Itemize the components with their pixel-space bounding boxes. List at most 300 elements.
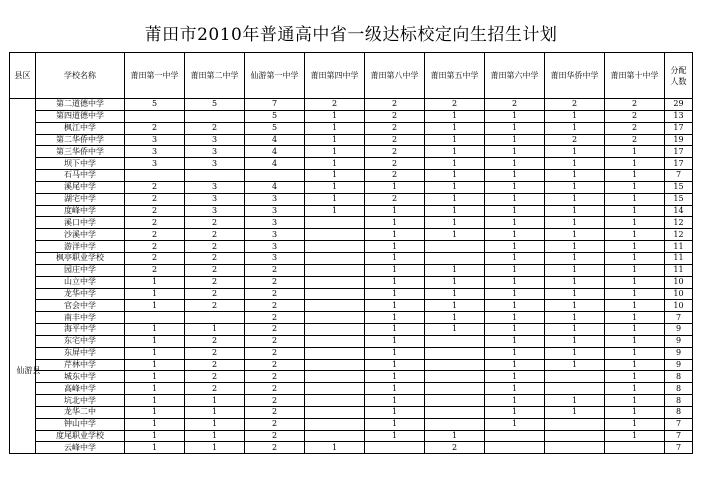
quota-cell: 1 <box>485 193 545 205</box>
quota-cell: 1 <box>365 347 425 359</box>
quota-cell <box>545 371 605 383</box>
quota-cell <box>125 312 185 324</box>
total-quota-cell: 9 <box>665 335 693 347</box>
table-row <box>10 371 693 383</box>
quota-cell <box>305 335 365 347</box>
quota-cell: 5 <box>245 110 305 122</box>
quota-cell <box>305 217 365 229</box>
quota-cell: 1 <box>365 264 425 276</box>
table-row <box>10 347 693 359</box>
county-cell <box>10 99 41 454</box>
quota-cell: 2 <box>185 347 245 359</box>
quota-cell <box>305 383 365 395</box>
quota-cell: 2 <box>185 371 245 383</box>
quota-cell: 5 <box>245 122 305 134</box>
quota-cell: 2 <box>185 252 245 264</box>
quota-cell: 1 <box>365 300 425 312</box>
school-name-cell: 东屏中学 <box>36 347 125 359</box>
quota-cell: 2 <box>245 430 305 442</box>
quota-cell: 1 <box>365 406 425 418</box>
quota-cell: 1 <box>605 205 665 217</box>
quota-cell: 2 <box>245 383 305 395</box>
quota-cell: 1 <box>605 241 665 253</box>
quota-cell: 1 <box>485 276 545 288</box>
quota-cell: 3 <box>185 146 245 158</box>
quota-cell <box>305 288 365 300</box>
school-name-cell: 度峰中学 <box>36 205 125 217</box>
quota-cell <box>545 418 605 430</box>
quota-cell <box>305 406 365 418</box>
quota-cell: 1 <box>425 300 485 312</box>
quota-cell <box>305 324 365 336</box>
quota-cell: 1 <box>485 158 545 170</box>
quota-cell: 1 <box>425 110 485 122</box>
quota-cell: 1 <box>305 193 365 205</box>
quota-cell: 1 <box>605 347 665 359</box>
quota-cell: 2 <box>245 406 305 418</box>
quota-cell: 2 <box>365 158 425 170</box>
quota-cell <box>305 276 365 288</box>
quota-cell: 3 <box>245 193 305 205</box>
quota-cell: 1 <box>485 347 545 359</box>
total-quota-cell: 7 <box>665 442 693 454</box>
quota-cell: 1 <box>605 324 665 336</box>
table-row <box>10 324 693 336</box>
quota-cell: 2 <box>125 217 185 229</box>
quota-cell: 1 <box>425 217 485 229</box>
quota-cell <box>485 442 545 454</box>
quota-cell: 2 <box>125 205 185 217</box>
quota-cell <box>425 252 485 264</box>
quota-cell: 1 <box>485 252 545 264</box>
quota-cell: 2 <box>365 146 425 158</box>
quota-cell: 1 <box>305 146 365 158</box>
table-row <box>10 312 693 324</box>
total-quota-cell: 12 <box>665 229 693 241</box>
table-row <box>10 181 693 193</box>
quota-cell: 1 <box>545 217 605 229</box>
school-name-cell: 湖宅中学 <box>36 193 125 205</box>
quota-cell: 1 <box>485 324 545 336</box>
quota-cell <box>545 442 605 454</box>
quota-cell: 2 <box>365 99 425 111</box>
quota-cell: 2 <box>185 122 245 134</box>
total-quota-cell: 13 <box>665 110 693 122</box>
school-name-cell: 坑北中学 <box>36 395 125 407</box>
quota-cell: 1 <box>545 229 605 241</box>
quota-cell: 2 <box>125 252 185 264</box>
quota-cell: 1 <box>545 193 605 205</box>
quota-cell: 1 <box>365 252 425 264</box>
school-name-cell: 石马中学 <box>36 170 125 182</box>
total-quota-cell: 11 <box>665 264 693 276</box>
quota-cell: 3 <box>245 217 305 229</box>
header-target-school: 莆田第二中学 <box>185 53 245 99</box>
header-quota <box>665 53 693 99</box>
quota-cell: 2 <box>545 134 605 146</box>
quota-cell: 1 <box>425 122 485 134</box>
school-name-cell: 园庄中学 <box>36 264 125 276</box>
quota-cell: 7 <box>245 99 305 111</box>
quota-cell: 1 <box>425 276 485 288</box>
quota-cell: 1 <box>545 395 605 407</box>
quota-cell <box>425 347 485 359</box>
quota-cell: 1 <box>605 395 665 407</box>
quota-cell: 1 <box>485 241 545 253</box>
quota-cell <box>545 383 605 395</box>
quota-cell <box>425 395 485 407</box>
quota-cell: 1 <box>605 418 665 430</box>
quota-cell: 1 <box>305 110 365 122</box>
quota-cell <box>425 406 485 418</box>
total-quota-cell: 8 <box>665 406 693 418</box>
quota-cell: 1 <box>545 406 605 418</box>
quota-cell: 3 <box>245 252 305 264</box>
quota-cell: 1 <box>125 347 185 359</box>
quota-cell: 1 <box>605 170 665 182</box>
quota-cell <box>605 442 665 454</box>
quota-cell: 1 <box>485 383 545 395</box>
quota-cell: 1 <box>365 335 425 347</box>
total-quota-cell: 8 <box>665 383 693 395</box>
quota-cell: 1 <box>185 418 245 430</box>
quota-cell: 2 <box>245 324 305 336</box>
quota-cell: 3 <box>125 158 185 170</box>
school-name-cell: 沙溪中学 <box>36 229 125 241</box>
quota-cell: 2 <box>125 181 185 193</box>
quota-cell: 5 <box>125 99 185 111</box>
quota-cell: 1 <box>485 217 545 229</box>
quota-cell <box>305 229 365 241</box>
admission-plan-table <box>9 52 693 454</box>
quota-cell: 1 <box>605 312 665 324</box>
quota-cell: 1 <box>485 300 545 312</box>
header-quota-line1: 分配 <box>670 65 687 75</box>
total-quota-cell: 11 <box>665 252 693 264</box>
quota-cell: 1 <box>185 324 245 336</box>
total-quota-cell: 10 <box>665 288 693 300</box>
quota-cell <box>425 241 485 253</box>
quota-cell: 4 <box>245 158 305 170</box>
quota-cell: 2 <box>245 347 305 359</box>
quota-cell: 1 <box>425 205 485 217</box>
total-quota-cell: 7 <box>665 430 693 442</box>
header-target-school: 莆田第四中学 <box>305 53 365 99</box>
quota-cell: 3 <box>125 134 185 146</box>
quota-cell: 4 <box>245 181 305 193</box>
quota-cell: 1 <box>545 300 605 312</box>
total-quota-cell: 17 <box>665 146 693 158</box>
quota-cell: 1 <box>365 324 425 336</box>
quota-cell: 1 <box>605 406 665 418</box>
quota-cell: 2 <box>605 122 665 134</box>
quota-cell: 2 <box>185 217 245 229</box>
quota-cell: 1 <box>365 395 425 407</box>
header-county: 县区 <box>10 53 36 99</box>
table-row <box>10 335 693 347</box>
quota-cell: 1 <box>185 442 245 454</box>
school-name-cell: 第二华侨中学 <box>36 134 125 146</box>
quota-cell: 1 <box>425 170 485 182</box>
table-row <box>10 99 693 111</box>
quota-cell: 1 <box>545 170 605 182</box>
total-quota-cell: 19 <box>665 134 693 146</box>
quota-cell: 1 <box>485 181 545 193</box>
header-target-school: 莆田第十中学 <box>605 53 665 99</box>
quota-cell: 3 <box>245 229 305 241</box>
quota-cell: 2 <box>125 229 185 241</box>
table-row <box>10 300 693 312</box>
quota-cell: 3 <box>185 205 245 217</box>
quota-cell: 2 <box>245 288 305 300</box>
quota-cell <box>305 300 365 312</box>
quota-cell: 1 <box>365 241 425 253</box>
total-quota-cell: 8 <box>665 395 693 407</box>
document-title: 莆田市2010年普通高中省一级达标校定向生招生计划 <box>144 25 558 45</box>
school-name-cell: 第三华侨中学 <box>36 146 125 158</box>
table-row <box>10 229 693 241</box>
quota-cell: 1 <box>305 442 365 454</box>
quota-cell: 2 <box>305 99 365 111</box>
quota-cell: 1 <box>545 264 605 276</box>
quota-cell: 1 <box>545 205 605 217</box>
quota-cell: 1 <box>605 146 665 158</box>
quota-cell: 1 <box>305 205 365 217</box>
quota-cell: 2 <box>425 442 485 454</box>
quota-cell <box>425 335 485 347</box>
quota-cell: 1 <box>365 359 425 371</box>
quota-cell: 2 <box>485 99 545 111</box>
quota-cell: 2 <box>245 395 305 407</box>
quota-cell: 1 <box>125 300 185 312</box>
quota-cell: 1 <box>125 324 185 336</box>
quota-cell: 1 <box>605 181 665 193</box>
total-quota-cell: 29 <box>665 99 693 111</box>
quota-cell: 1 <box>545 241 605 253</box>
quota-cell: 2 <box>245 359 305 371</box>
quota-cell: 1 <box>545 146 605 158</box>
table-row <box>10 430 693 442</box>
quota-cell: 1 <box>125 359 185 371</box>
quota-cell: 2 <box>365 134 425 146</box>
quota-cell: 1 <box>365 276 425 288</box>
quota-cell <box>305 347 365 359</box>
table-row <box>10 146 693 158</box>
school-name-cell: 山立中学 <box>36 276 125 288</box>
quota-cell: 2 <box>125 122 185 134</box>
quota-cell: 1 <box>605 229 665 241</box>
table-row <box>10 442 693 454</box>
quota-cell: 1 <box>605 335 665 347</box>
quota-cell: 3 <box>245 205 305 217</box>
quota-cell: 1 <box>545 181 605 193</box>
quota-cell: 1 <box>125 383 185 395</box>
quota-cell: 1 <box>305 134 365 146</box>
quota-cell: 1 <box>125 418 185 430</box>
quota-cell: 5 <box>185 99 245 111</box>
quota-cell: 2 <box>185 288 245 300</box>
table-row <box>10 276 693 288</box>
table-row <box>10 395 693 407</box>
quota-cell: 1 <box>605 217 665 229</box>
quota-cell: 2 <box>185 276 245 288</box>
quota-cell: 3 <box>125 146 185 158</box>
total-quota-cell: 15 <box>665 193 693 205</box>
table-row <box>10 418 693 430</box>
quota-cell <box>305 395 365 407</box>
quota-cell <box>545 430 605 442</box>
total-quota-cell: 10 <box>665 276 693 288</box>
quota-cell: 2 <box>245 371 305 383</box>
quota-cell: 1 <box>185 395 245 407</box>
school-name-cell: 龙华中学 <box>36 288 125 300</box>
quota-cell: 1 <box>605 430 665 442</box>
school-name-cell: 第二道德中学 <box>36 99 125 111</box>
quota-cell <box>125 170 185 182</box>
quota-cell: 1 <box>425 264 485 276</box>
quota-cell: 1 <box>485 371 545 383</box>
quota-cell: 1 <box>545 347 605 359</box>
quota-cell: 1 <box>185 430 245 442</box>
quota-cell: 1 <box>125 288 185 300</box>
quota-cell: 1 <box>545 288 605 300</box>
header-target-school: 莆田第一中学 <box>125 53 185 99</box>
quota-cell: 3 <box>245 241 305 253</box>
quota-cell: 1 <box>365 371 425 383</box>
quota-cell: 1 <box>485 288 545 300</box>
school-name-cell: 城东中学 <box>36 371 125 383</box>
quota-cell: 1 <box>125 406 185 418</box>
quota-cell <box>485 430 545 442</box>
quota-cell: 1 <box>605 276 665 288</box>
table-row <box>10 110 693 122</box>
quota-cell: 1 <box>605 288 665 300</box>
table-row <box>10 134 693 146</box>
quota-cell: 1 <box>485 146 545 158</box>
quota-cell: 1 <box>485 134 545 146</box>
quota-cell: 1 <box>365 288 425 300</box>
quota-cell: 1 <box>545 122 605 134</box>
quota-cell: 1 <box>365 383 425 395</box>
header-target-school: 莆田第六中学 <box>485 53 545 99</box>
quota-cell <box>305 430 365 442</box>
quota-cell: 1 <box>425 181 485 193</box>
quota-cell: 1 <box>605 264 665 276</box>
quota-cell <box>305 252 365 264</box>
total-quota-cell: 7 <box>665 312 693 324</box>
quota-cell: 1 <box>365 430 425 442</box>
quota-cell <box>125 110 185 122</box>
quota-cell <box>245 170 305 182</box>
quota-cell: 2 <box>185 335 245 347</box>
header-quota-line2: 人数 <box>670 76 687 86</box>
total-quota-cell: 8 <box>665 371 693 383</box>
table-row <box>10 406 693 418</box>
quota-cell: 2 <box>185 300 245 312</box>
school-name-cell: 海平中学 <box>36 324 125 336</box>
total-quota-cell: 9 <box>665 347 693 359</box>
total-quota-cell: 7 <box>665 170 693 182</box>
school-name-cell: 高峰中学 <box>36 383 125 395</box>
quota-cell <box>425 371 485 383</box>
table-row <box>10 122 693 134</box>
school-name-cell: 溪尾中学 <box>36 181 125 193</box>
quota-cell: 1 <box>545 335 605 347</box>
school-name-cell: 龙华二中 <box>36 406 125 418</box>
quota-cell: 1 <box>305 181 365 193</box>
quota-cell: 1 <box>125 395 185 407</box>
total-quota-cell: 9 <box>665 324 693 336</box>
quota-cell: 2 <box>245 264 305 276</box>
total-quota-cell: 11 <box>665 241 693 253</box>
quota-cell: 1 <box>485 205 545 217</box>
quota-cell: 2 <box>365 193 425 205</box>
quota-cell: 1 <box>305 122 365 134</box>
quota-cell: 2 <box>605 110 665 122</box>
school-name-cell: 芹林中学 <box>36 359 125 371</box>
quota-cell <box>305 241 365 253</box>
quota-cell: 1 <box>425 193 485 205</box>
quota-cell: 1 <box>365 229 425 241</box>
quota-cell: 1 <box>605 193 665 205</box>
header-target-school: 仙游第一中学 <box>245 53 305 99</box>
quota-cell: 2 <box>245 312 305 324</box>
quota-cell: 2 <box>245 335 305 347</box>
school-name-cell: 度尾职业学校 <box>36 430 125 442</box>
table-row <box>10 170 693 182</box>
table-row <box>10 217 693 229</box>
quota-cell: 1 <box>485 335 545 347</box>
quota-cell: 2 <box>245 300 305 312</box>
quota-cell: 2 <box>185 383 245 395</box>
quota-cell: 2 <box>365 110 425 122</box>
quota-cell: 1 <box>485 359 545 371</box>
quota-cell <box>425 359 485 371</box>
header-target-school: 莆田第八中学 <box>365 53 425 99</box>
quota-cell <box>185 170 245 182</box>
quota-cell: 4 <box>245 146 305 158</box>
quota-cell: 2 <box>185 359 245 371</box>
header-row <box>10 53 693 99</box>
county-name: 仙游县 <box>16 366 41 376</box>
quota-cell: 2 <box>425 99 485 111</box>
total-quota-cell: 17 <box>665 122 693 134</box>
quota-cell: 1 <box>545 158 605 170</box>
quota-cell: 1 <box>485 170 545 182</box>
table-row <box>10 158 693 170</box>
quota-cell: 2 <box>125 193 185 205</box>
quota-cell: 2 <box>245 442 305 454</box>
quota-cell: 3 <box>185 181 245 193</box>
quota-cell: 4 <box>245 134 305 146</box>
quota-cell: 1 <box>485 110 545 122</box>
quota-cell: 2 <box>185 264 245 276</box>
quota-cell: 2 <box>365 122 425 134</box>
quota-cell <box>365 442 425 454</box>
quota-cell: 1 <box>365 418 425 430</box>
quota-cell <box>305 264 365 276</box>
quota-cell: 1 <box>485 406 545 418</box>
quota-cell: 2 <box>605 134 665 146</box>
quota-cell: 1 <box>185 406 245 418</box>
quota-cell: 1 <box>305 158 365 170</box>
quota-cell: 1 <box>485 122 545 134</box>
table-row <box>10 383 693 395</box>
table-row <box>10 252 693 264</box>
school-name-cell: 枫江中学 <box>36 122 125 134</box>
quota-cell: 1 <box>425 324 485 336</box>
header-target-school: 莆田第五中学 <box>425 53 485 99</box>
